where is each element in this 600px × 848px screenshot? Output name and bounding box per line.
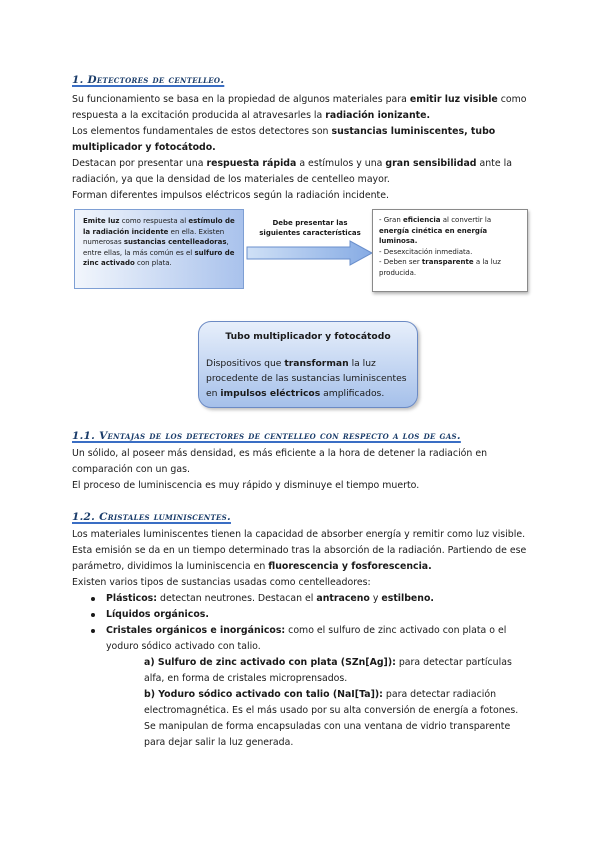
tubo-box bbox=[198, 321, 418, 408]
cristales-paragraph-1: Los materiales luminiscentes tienen la capacidad de absorber energía y remitir como luz visible. bbox=[72, 529, 526, 540]
intro-paragraph-4: Forman diferentes impulsos eléctricos según la radiación incidente. bbox=[72, 190, 389, 201]
ventajas-paragraph-2: El proceso de luminiscencia es muy rápido y disminuye el tiempo muerto. bbox=[72, 480, 420, 491]
tubo-body: Dispositivos que transforman la luz procedente de las sustancias luminiscentes en impulsos eléctricos amplificados. bbox=[206, 358, 407, 399]
diagram-arrow-label: Debe presentar las siguientes características bbox=[259, 219, 361, 237]
right-arrow-icon bbox=[246, 240, 374, 266]
sub-item-a: a) Sulfuro de zinc activado con plata (SZn[Ag]): para detectar partículas alfa, en forma de cristales microprensados. bbox=[144, 657, 512, 684]
scintillator-list bbox=[72, 591, 528, 655]
cristales-text bbox=[72, 527, 528, 751]
sub-item-b: b) Yoduro sódico activado con talio (NaI[Ta]): para detectar radiación electromagnética. Es el más usado por su alta conversión de energía a fotones. Se manipulan de forma encapsuladas con una ventana de vidrio transparente para dejar salir la luz generada. bbox=[144, 689, 519, 748]
list-item-liquidos: Líquidos orgánicos. bbox=[72, 607, 528, 623]
cristales-paragraph-3: Existen varios tipos de sustancias usadas como centelleadores: bbox=[72, 577, 371, 588]
diagram-left-box: Emite luz como respuesta al estímulo de la radiación incidente en ella. Existen numerosas sustancias centelleadoras, entre ellas, la más común es el sulfuro de zinc activado con plata. bbox=[74, 209, 244, 289]
list-item-plasticos: Plásticos: detectan neutrones. Destacan el antraceno y estilbeno. bbox=[72, 591, 528, 607]
characteristic-3: - Deben ser transparente a la luz producida. bbox=[379, 258, 501, 277]
intro-paragraph-1: Su funcionamiento se basa en la propiedad de algunos materiales para emitir luz visible como respuesta a la excitación producida al atravesarles la radiación ionizante. bbox=[72, 94, 527, 121]
cristales-paragraph-2: Esta emisión se da en un tiempo determinado tras la absorción de la radiación. Partiendo de ese parámetro, dividimos la luminiscencia en fluorescencia y fosforescencia. bbox=[72, 545, 527, 572]
section-title-detectores: 1. Detectores de centelleo. bbox=[72, 74, 225, 86]
ventajas-paragraph-1: Un sólido, al poseer más densidad, es más eficiente a la hora de detener la radiación en comparación con un gas. bbox=[72, 448, 488, 475]
diagram-right-box bbox=[372, 209, 528, 292]
section-title-cristales: 1.2. Cristales luminiscentes. bbox=[72, 511, 231, 523]
intro-paragraph-3: Destacan por presentar una respuesta rápida a estímulos y una gran sensibilidad ante la radiación, ya que la densidad de los materiales de centelleo mayor. bbox=[72, 158, 512, 185]
characteristic-1: - Gran eficiencia al convertir la energía cinética en energía luminosa. bbox=[379, 216, 492, 245]
intro-text bbox=[72, 92, 528, 204]
section-title-ventajas: 1.1. Ventajas de los detectores de centelleo con respecto a los de gas. bbox=[72, 430, 461, 442]
tubo-title: Tubo multiplicador y fotocátodo bbox=[225, 331, 391, 342]
ventajas-text bbox=[72, 446, 528, 494]
characteristic-2: - Desexcitación inmediata. bbox=[379, 247, 473, 256]
list-item-cristales: Cristales orgánicos e inorgánicos: como el sulfuro de zinc activado con plata o el yoduro sódico activado con talio. bbox=[72, 623, 528, 655]
intro-paragraph-2: Los elementos fundamentales de estos detectores son sustancias luminiscentes, tubo multiplicador y fotocátodo. bbox=[72, 126, 496, 153]
